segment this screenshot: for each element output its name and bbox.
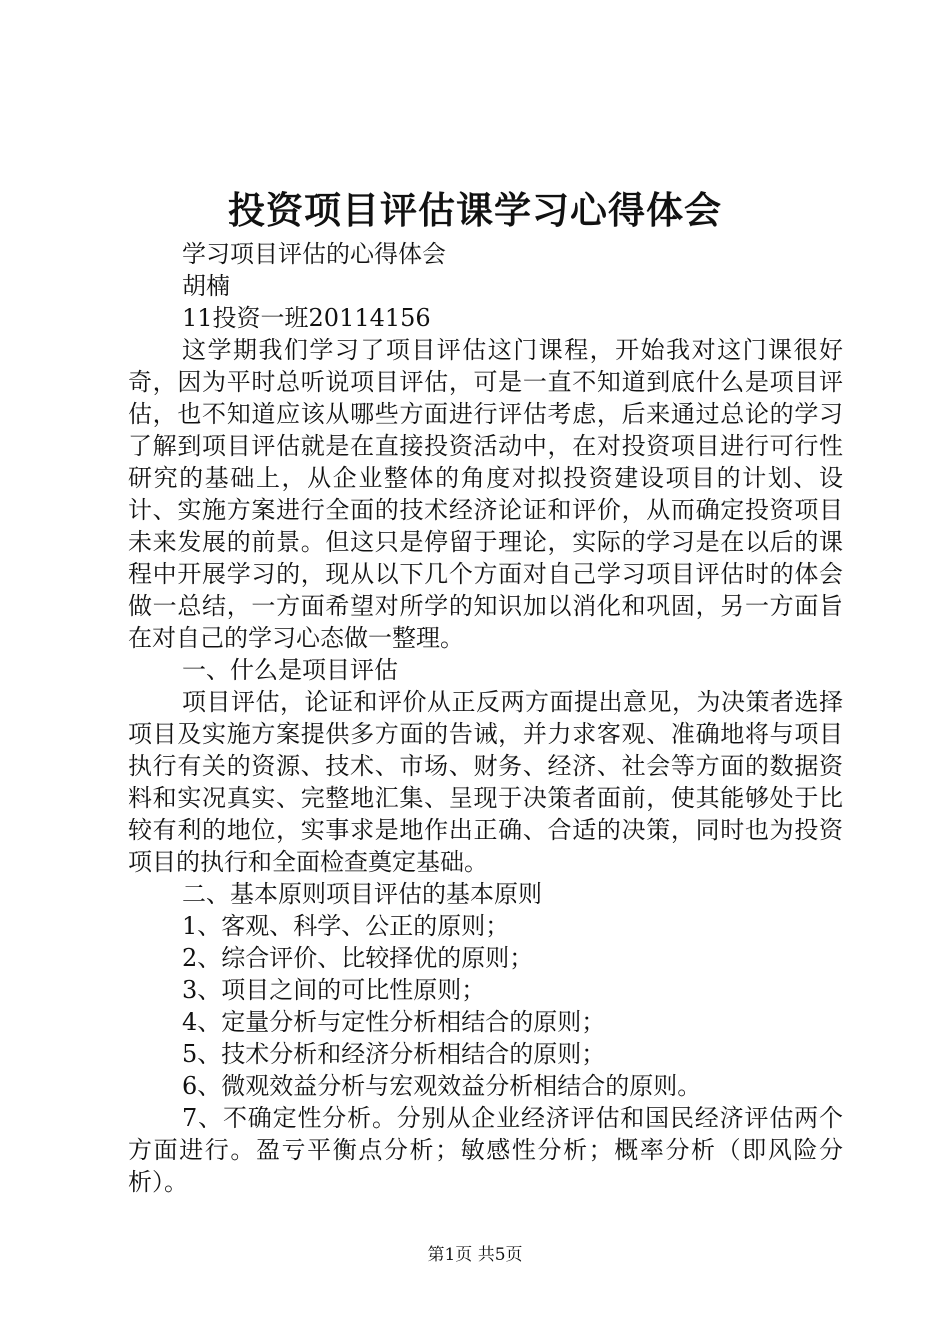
section-heading-2: 二、基本原则项目评估的基本原则	[182, 880, 542, 908]
paragraph-section-1: 项目评估，论证和评价从正反两方面提出意见，为决策者选择项目及实施方案提供多方面的告诫，并力求客观、准确地将与项目执行有关的资源、技术、市场、财务、经济、社会等方面的数据资料和实况真实、完整地汇集、呈现于决策者面前，使其能够处于比较有利的地位，实事求是地作出正确、合适的决策，同时也为投资项目的执行和全面检查奠定基础。	[128, 688, 843, 876]
list-item: 6、微观效益分析与宏观效益分析相结合的原则。	[182, 1072, 702, 1100]
document-title: 投资项目评估课学习心得体会	[228, 188, 722, 232]
list-item: 7、不确定性分析。分别从企业经济评估和国民经济评估两个方面进行。盈亏平衡点分析；敏感性分析；概率分析（即风险分析）。	[128, 1104, 843, 1196]
list-item: 5、技术分析和经济分析相结合的原则；	[182, 1040, 606, 1068]
author-name: 胡楠	[182, 272, 230, 300]
list-item: 1、客观、科学、公正的原则；	[182, 912, 510, 940]
subtitle: 学习项目评估的心得体会	[182, 240, 446, 268]
list-item: 3、项目之间的可比性原则；	[182, 976, 486, 1004]
list-item: 4、定量分析与定性分析相结合的原则；	[182, 1008, 606, 1036]
paragraph-intro: 这学期我们学习了项目评估这门课程，开始我对这门课很好奇，因为平时总听说项目评估，可是一直不知道到底什么是项目评估，也不知道应该从哪些方面进行评估考虑，后来通过总论的学习了解到项目评估就是在直接投资活动中，在对投资项目进行可行性研究的基础上，从企业整体的角度对拟投资建设项目的计划、设计、实施方案进行全面的技术经济论证和评价，从而确定投资项目未来发展的前景。但这只是停留于理论，实际的学习是在以后的课程中开展学习的，现从以下几个方面对自己学习项目评估时的体会做一总结，一方面希望对所学的知识加以消化和巩固，另一方面旨在对自己的学习心态做一整理。	[128, 336, 843, 652]
section-heading-1: 一、什么是项目评估	[182, 656, 398, 684]
author-class-id: 11投资一班20114156	[182, 304, 431, 332]
list-item: 2、综合评价、比较择优的原则；	[182, 944, 534, 972]
page-footer: 第1页 共5页	[427, 1245, 523, 1265]
document-body	[128, 238, 843, 1198]
